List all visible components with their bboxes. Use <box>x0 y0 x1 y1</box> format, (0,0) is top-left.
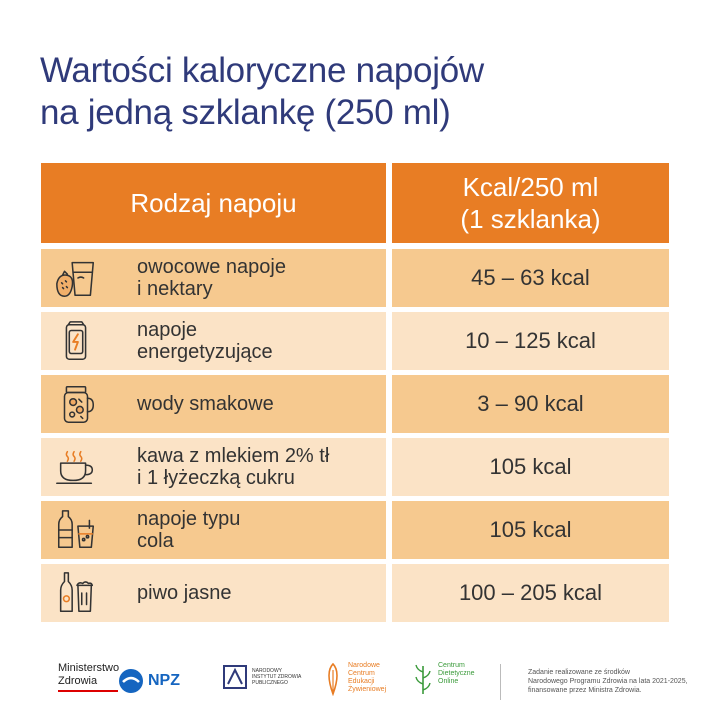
flavored-water-jar-icon <box>41 375 111 433</box>
header-kcal-line-1: Kcal/250 ml <box>462 172 599 202</box>
header-drink-type: Rodzaj napoju <box>41 163 386 243</box>
table-row <box>41 375 669 433</box>
npz-emblem-icon <box>118 668 144 694</box>
drink-label: owocowe napoje i nektary <box>137 256 286 300</box>
beer-bottle-glass-icon <box>41 564 111 622</box>
kcal-value: 105 kcal <box>392 501 669 559</box>
ministry-logo: Ministerstwo Zdrowia <box>58 662 119 692</box>
nieph-emblem-icon <box>222 664 248 690</box>
kcal-value: 10 – 125 kcal <box>392 312 669 370</box>
kcal-value: 100 – 205 kcal <box>392 564 669 622</box>
kcal-value: 105 kcal <box>392 438 669 496</box>
table-row <box>41 564 669 622</box>
table-row <box>41 249 669 307</box>
cdo-logo: Centrum Dietetyczne Online <box>414 662 486 696</box>
table-row <box>41 501 669 559</box>
footer-logos <box>0 650 720 710</box>
juice-glass-fruit-icon <box>41 249 111 307</box>
footer-divider <box>500 664 501 700</box>
table-header <box>41 163 669 243</box>
nieph-logo: NARODOWY INSTYTUT ZDROWIA PUBLICZNEGO <box>222 664 307 690</box>
table-row <box>41 312 669 370</box>
drink-label: kawa z mlekiem 2% tł i 1 łyżeczką cukru <box>137 445 330 489</box>
drink-label: piwo jasne <box>137 582 232 604</box>
header-kcal-line-2: (1 szklanka) <box>460 204 601 234</box>
header-kcal <box>392 163 669 243</box>
page-title <box>40 50 680 134</box>
cola-bottle-glass-icon <box>41 501 111 559</box>
kcal-value: 3 – 90 kcal <box>392 375 669 433</box>
table-row <box>41 438 669 496</box>
drink-label: napoje typu cola <box>137 508 241 552</box>
cdo-plant-icon <box>414 662 432 696</box>
ncez-leaf-icon <box>324 662 342 696</box>
kcal-value: 45 – 63 kcal <box>392 249 669 307</box>
calorie-table <box>41 163 669 627</box>
title-line-1: Wartości kaloryczne napojów <box>40 51 484 90</box>
npz-logo: NPZ <box>118 668 180 694</box>
drink-label: wody smakowe <box>137 393 274 415</box>
funding-note: Zadanie realizowane ze środków Narodowego Programu Zdrowia na lata 2021-2025, finansowane przez Ministra Zdrowia. <box>528 669 688 694</box>
ncez-logo: Narodowe Centrum Edukacji Żywieniowej <box>324 662 396 696</box>
coffee-cup-icon <box>41 438 111 496</box>
energy-drink-can-icon <box>41 312 111 370</box>
drink-label: napoje energetyzujące <box>137 319 273 363</box>
title-line-2: na jedną szklankę (250 ml) <box>40 93 451 132</box>
